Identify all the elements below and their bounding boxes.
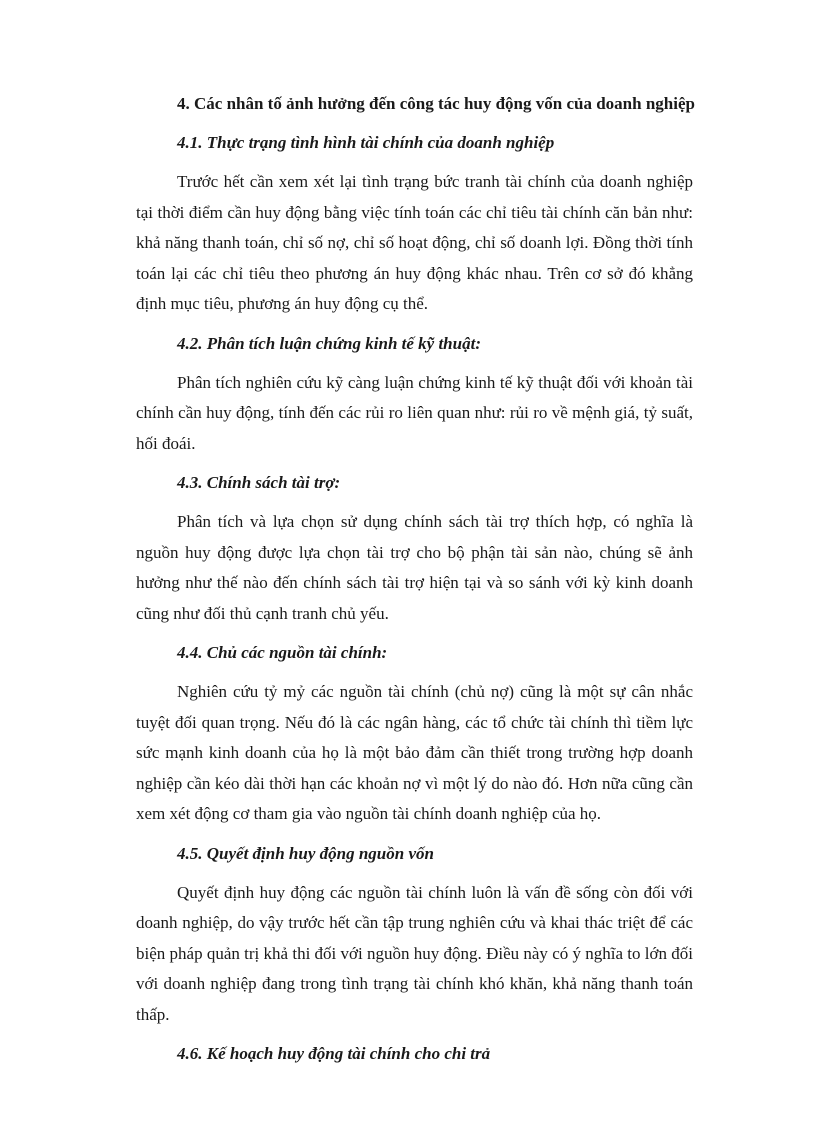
section-paragraph-4-1: Trước hết cần xem xét lại tình trạng bức tranh tài chính của doanh nghiệp tại thời điểm cần huy động bằng việc tính toán các chỉ tiêu tài chính căn bản như: khả năng thanh toán, chỉ số nợ, chỉ số hoạt động, chỉ số doanh lợi. Đồng thời tính toán lại các chỉ tiêu theo phương án huy động khác nhau. Trên cơ sở đó khẳng định mục tiêu, phương án huy động cụ thể. [136, 172, 693, 313]
section-paragraph-4-3: Phân tích và lựa chọn sử dụng chính sách tài trợ thích hợp, có nghĩa là nguồn huy động được lựa chọn tài trợ cho bộ phận tài sản nào, chúng sẽ ảnh hưởng như thế nào đến chính sách tài trợ hiện tại và so sánh với kỳ kinh doanh cũng như đối thủ cạnh tranh chủ yếu. [136, 512, 693, 623]
section-heading-4-3: 4.3. Chính sách tài trợ: [177, 473, 341, 492]
section-paragraph-4-4: Nghiên cứu tỷ mỷ các nguồn tài chính (chủ nợ) cũng là một sự cân nhắc tuyệt đối quan trọng. Nếu đó là các ngân hàng, các tổ chức tài chính thì tiềm lực sức mạnh kinh doanh của họ là một bảo đảm cần thiết trong trường hợp doanh nghiệp cần kéo dài thời hạn các khoản nợ vì một lý do nào đó. Hơn nữa cũng cần xem xét động cơ tham gia vào nguồn tài chính doanh nghiệp của họ. [136, 682, 693, 823]
main-heading: 4. Các nhân tố ảnh hưởng đến công tác huy động vốn của doanh nghiệp [177, 94, 695, 113]
section-paragraph-4-5: Quyết định huy động các nguồn tài chính luôn là vấn đề sống còn đối với doanh nghiệp, do vậy trước hết cần tập trung nghiên cứu và khai thác triệt để các biện pháp quản trị khả thi đối với nguồn huy động. Điều này có ý nghĩa to lớn đối với doanh nghiệp đang trong tình trạng tài chính khó khăn, khả năng thanh toán thấp. [136, 882, 693, 1024]
section-heading-4-6: 4.6. Kế hoạch huy động tài chính cho chi trả [177, 1044, 491, 1063]
section-paragraph-4-2: Phân tích nghiên cứu kỹ càng luận chứng kinh tế kỹ thuật đối với khoản tài chính cần huy động, tính đến các rủi ro liên quan như: rủi ro về mệnh giá, tỷ suất, hối đoái. [136, 372, 693, 453]
section-heading-4-4: 4.4. Chủ các nguồn tài chính: [177, 643, 388, 662]
document-page [136, 92, 693, 1078]
section-heading-4-2: 4.2. Phân tích luận chứng kinh tế kỹ thuật: [177, 333, 481, 353]
section-heading-4-5: 4.5. Quyết định huy động nguồn vốn [177, 843, 434, 863]
section-heading-4-1: 4.1. Thực trạng tình hình tài chính của doanh nghiệp [177, 133, 555, 152]
